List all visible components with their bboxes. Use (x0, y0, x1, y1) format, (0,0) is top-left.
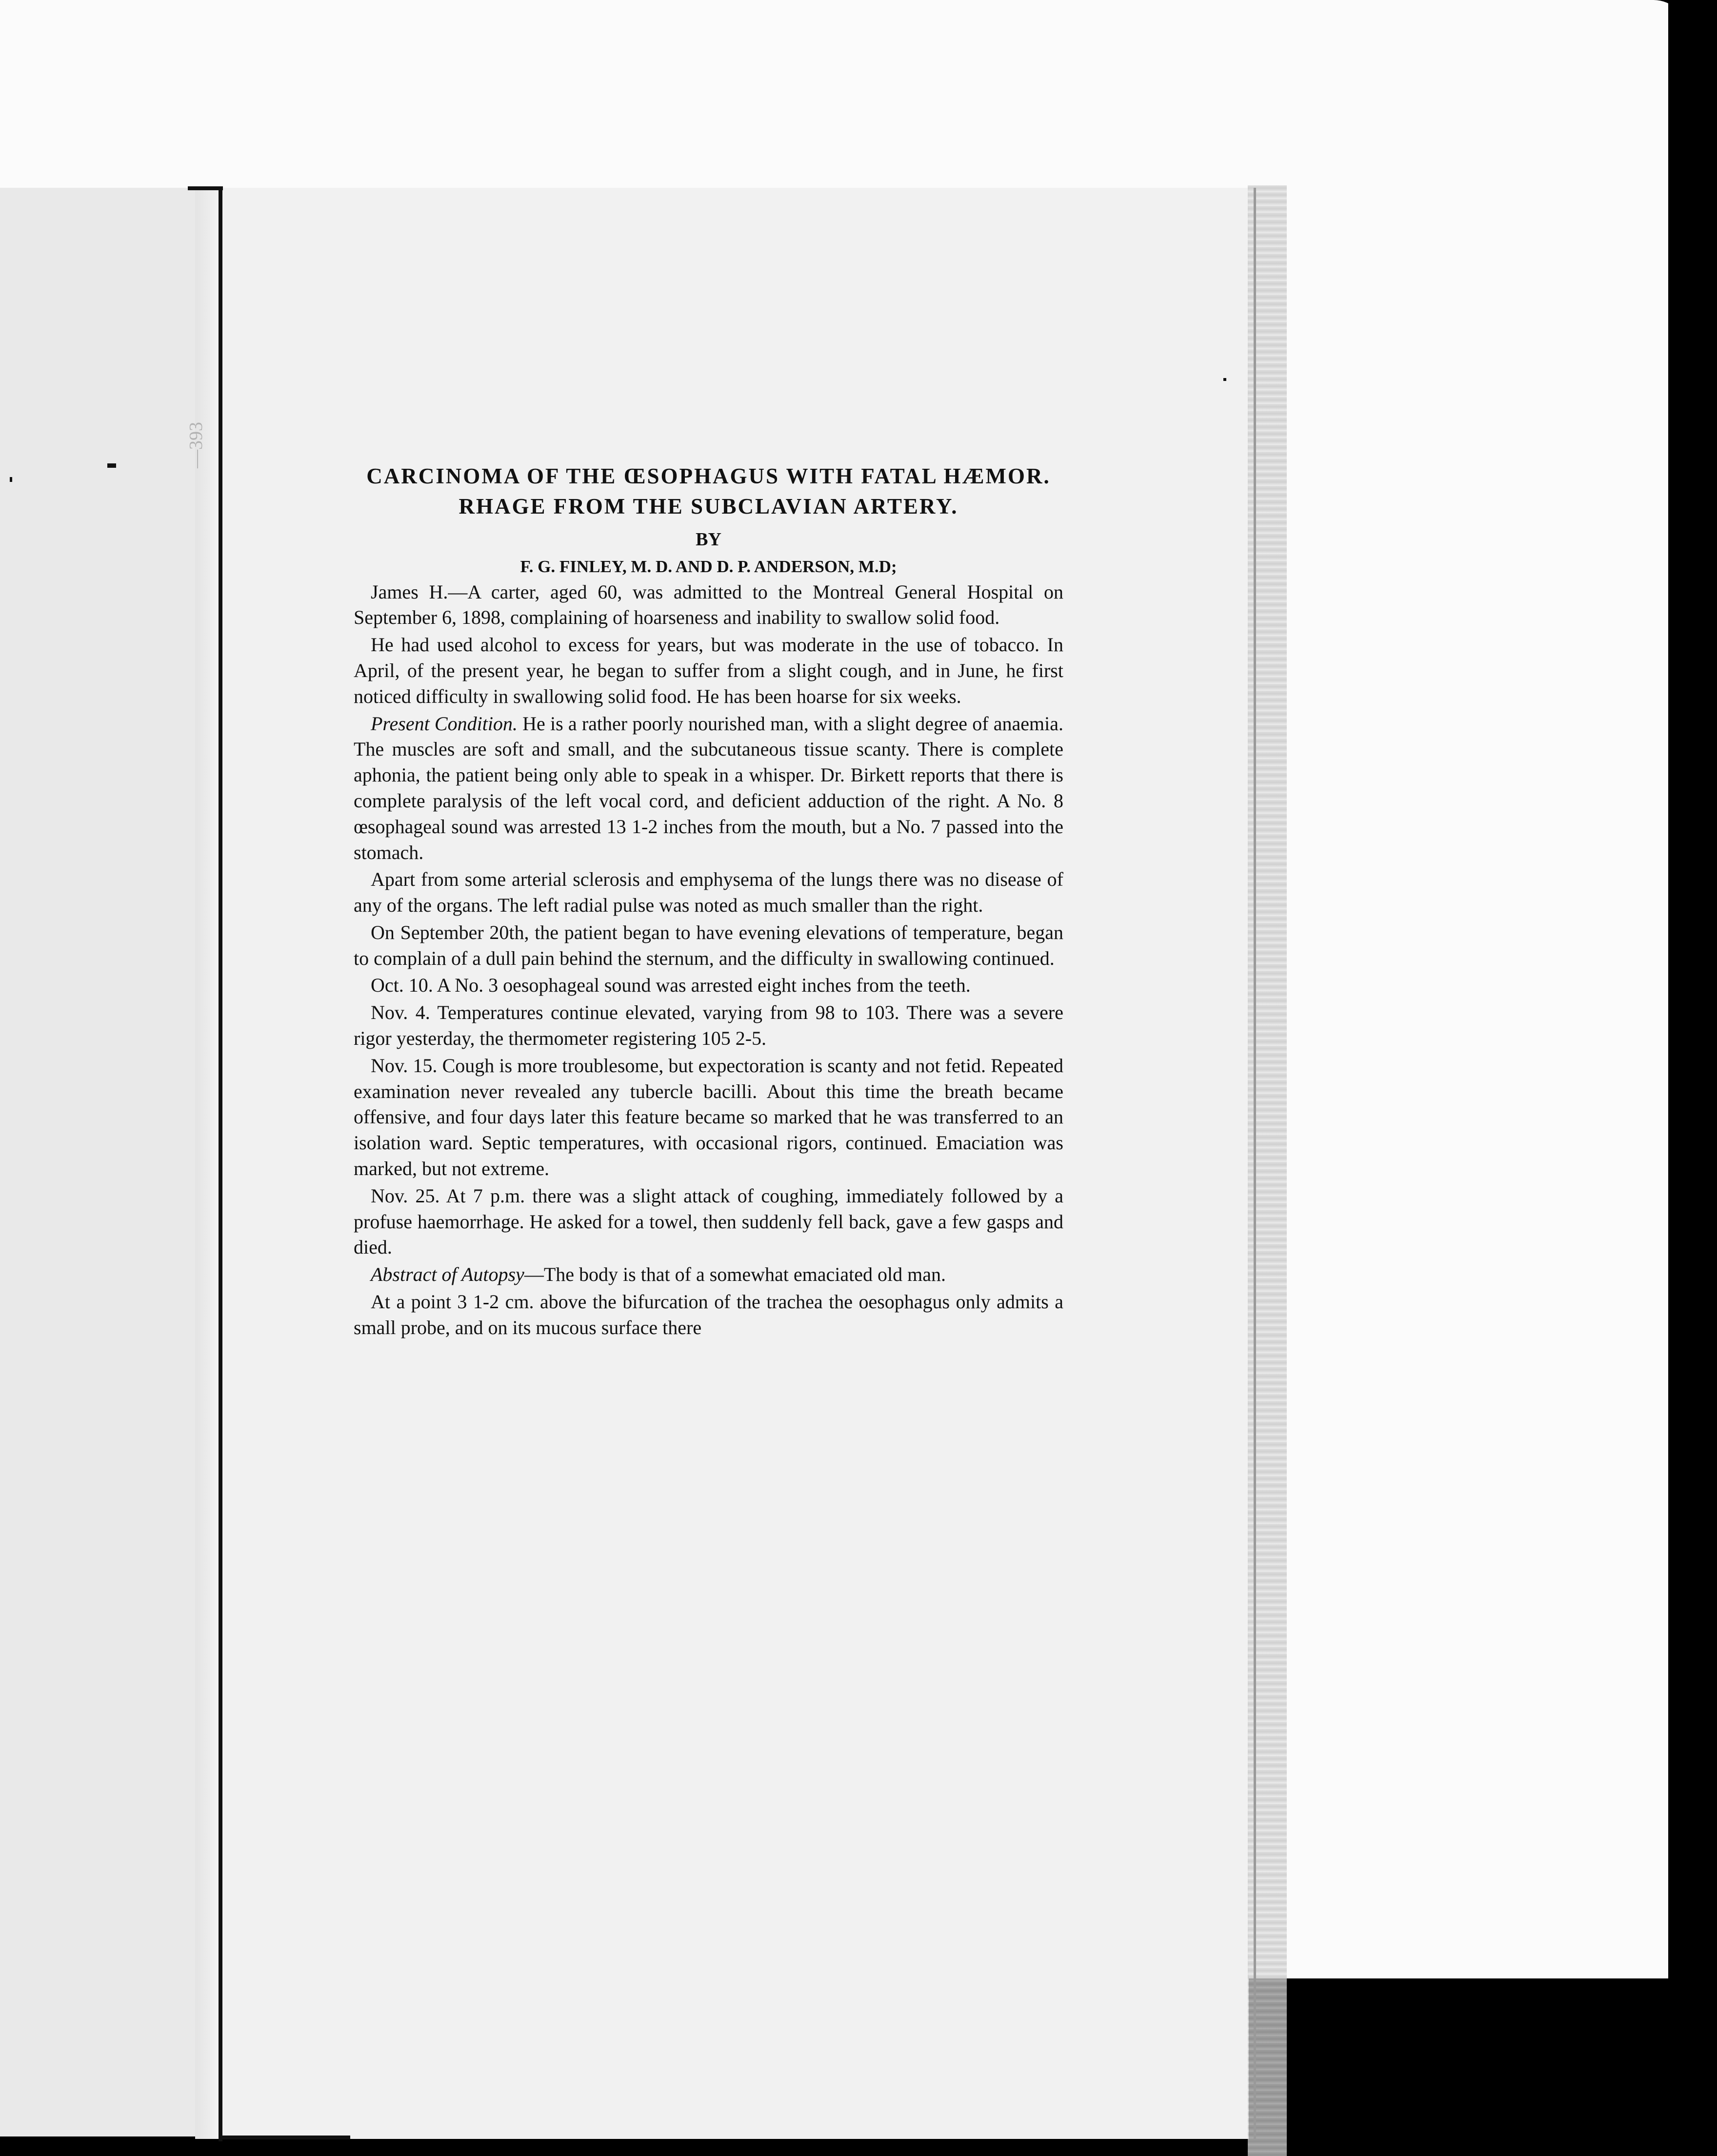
left-board-shadow (195, 188, 220, 2139)
paragraph-oesophagus-finding: At a point 3 1-2 cm. above the bifurcation of the trachea the oesophagus only admits a small probe, and on its mucous surface there (354, 1291, 1063, 1338)
present-condition-heading: Present Condition. (371, 712, 518, 735)
ink-speck (1223, 378, 1226, 381)
paragraph-organs-and-pulse: Apart from some arterial sclerosis and emphysema of the lungs there was no disease of any of the organs. The left radial pulse was noted as much smaller than the right. (354, 868, 1063, 917)
title-line-1: CARCINOMA OF THE ŒSOPHAGUS WITH FATAL HÆMOR. (366, 464, 1051, 488)
by-label: BY (696, 529, 721, 550)
right-black-scan-edge (1668, 0, 1717, 1978)
title-line-2: RHAGE FROM THE SUBCLAVIAN ARTERY. (459, 494, 958, 519)
paragraph-november-4: Nov. 4. Temperatures continue elevated, varying from 98 to 103. There was a severe rigor yesterday, the thermometer registering 105 2-5. (354, 1001, 1063, 1050)
present-condition-text: He is a rather poorly nourished man, with a slight degree of anaemia. The muscles are soft and small, and the subcutaneous tissue scanty. There is complete aphonia, the patient being only able to speak in a whisper. Dr. Birkett reports that there is complete paralysis of the left vocal cord, and deficient adduction of the right. A No. 8 œsophageal sound was arrested 13 1-2 inches from the mouth, but a No. 7 passed into the stomach. (354, 712, 1063, 863)
paragraph-september-temperature: On September 20th, the patient began to have evening elevations of temperature, began to complain of a dull pain behind the sternum, and the difficulty in swallowing continued. (354, 921, 1063, 969)
binding-line (219, 188, 222, 2141)
paragraph-present-condition (354, 711, 1063, 866)
ink-speck (10, 477, 12, 482)
paragraph-november-15: Nov. 15. Cough is more troublesome, but expectoration is scanty and not fetid. Repeated examination never revealed any tubercle bacilli. About this time the breath became offensive, and four days later this feature became so marked that he was transferred to an isolation ward. Septic temperatures, with occasional rigors, continued. Emaciation was marked, but not extreme. (354, 1054, 1063, 1180)
right-page-edge-line (1254, 188, 1256, 2139)
paragraph-november-25: Nov. 25. At 7 p.m. there was a slight attack of coughing, immediately followed by a profuse haemorrhage. He asked for a towel, then suddenly fell back, gave a few gasps and died. (354, 1184, 1063, 1258)
autopsy-heading: Abstract of Autopsy (371, 1263, 524, 1286)
margin-handwriting: —393 (186, 422, 206, 468)
left-cover-board (0, 188, 212, 2136)
paragraph-october-10: Oct. 10. A No. 3 oesophageal sound was arrested eight inches from the teeth. (371, 974, 971, 997)
article-title (354, 461, 1063, 521)
ink-speck (107, 463, 116, 468)
page-top-corner-line (188, 186, 223, 190)
autopsy-text: —The body is that of a somewhat emaciated old man. (524, 1263, 946, 1286)
authors-line: F. G. FINLEY, M. D. AND D. P. ANDERSON, M.D; (520, 557, 897, 577)
paragraph-case-introduction: James H.—A carter, aged 60, was admitted to the Montreal General Hospital on September 6, 1898, complaining of hoarseness and inability to swallow solid food. (354, 580, 1063, 629)
paragraph-history: He had used alcohol to excess for years, but was moderate in the use of tobacco. In April, of the present year, he began to suffer from a slight cough, and in June, he first noticed difficulty in swallowing solid food. He has been hoarse for six weeks. (354, 634, 1063, 707)
paragraph-autopsy-abstract (354, 1262, 1063, 1288)
article-text-block (354, 461, 1063, 1341)
page-bottom-corner-line (219, 2136, 350, 2139)
